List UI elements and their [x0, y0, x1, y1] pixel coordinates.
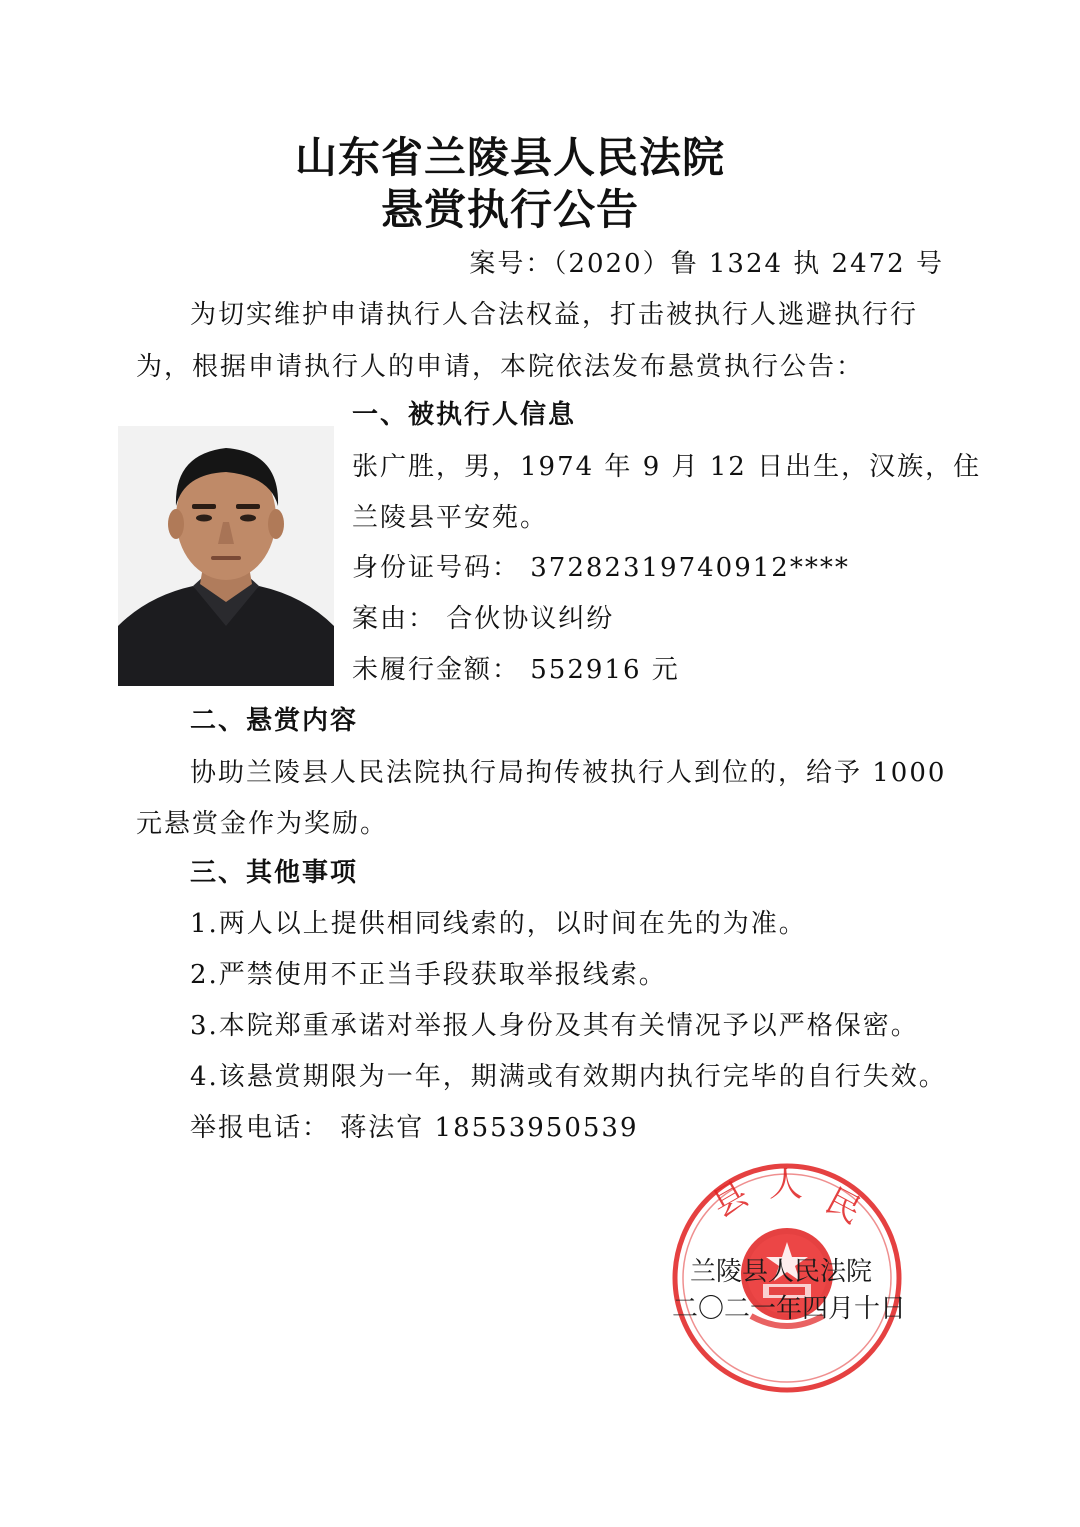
portrait-image [118, 426, 334, 686]
section-2-heading: 二、悬赏内容 [190, 706, 359, 736]
seal-char-2: 人 [769, 1165, 803, 1205]
intro-line-2: 为，根据申请执行人的申请，本院依法发布悬赏执行公告： [136, 352, 865, 382]
seal-char-3: 民 [818, 1180, 868, 1232]
person-info-line-1: 张广胜，男，1974 年 9 月 12 日出生，汉族，住 [352, 452, 982, 482]
signature-date: 二〇二一年四月十日 [672, 1294, 907, 1324]
case-number: 案号：（2020）鲁 1324 执 2472 号 [469, 249, 944, 279]
court-title: 山东省兰陵县人民法院 [294, 133, 725, 182]
reward-line-2: 元悬赏金作为奖励。 [136, 809, 389, 839]
other-item-4: 4.该悬赏期限为一年，期满或有效期内执行完毕的自行失效。 [190, 1062, 947, 1092]
notice-title: 悬赏执行公告 [380, 185, 639, 234]
seal-char-1: 县 [705, 1174, 755, 1226]
report-phone: 举报电话： 蒋法官 18553950539 [190, 1113, 639, 1143]
intro-line-1: 为切实维护申请执行人合法权益，打击被执行人逃避执行行 [190, 300, 919, 330]
other-item-2: 2.严禁使用不正当手段获取举报线索。 [190, 960, 667, 990]
unpaid-amount: 未履行金额： 552916 元 [352, 655, 680, 685]
reward-line-1: 协助兰陵县人民法院执行局拘传被执行人到位的，给予 1000 [190, 758, 947, 788]
section-1-heading: 一、被执行人信息 [352, 400, 577, 430]
other-item-1: 1.两人以上提供相同线索的，以时间在先的为准。 [190, 909, 807, 939]
signature-court: 兰陵县人民法院 [690, 1257, 873, 1287]
person-photo [118, 426, 334, 686]
other-item-3: 3.本院郑重承诺对举报人身份及其有关情况予以严格保密。 [190, 1011, 919, 1041]
id-number: 身份证号码： 37282319740912**** [352, 553, 850, 583]
case-reason: 案由： 合伙协议纠纷 [352, 604, 615, 634]
section-3-heading: 三、其他事项 [190, 858, 359, 888]
person-info-line-2: 兰陵县平安苑。 [352, 503, 549, 533]
